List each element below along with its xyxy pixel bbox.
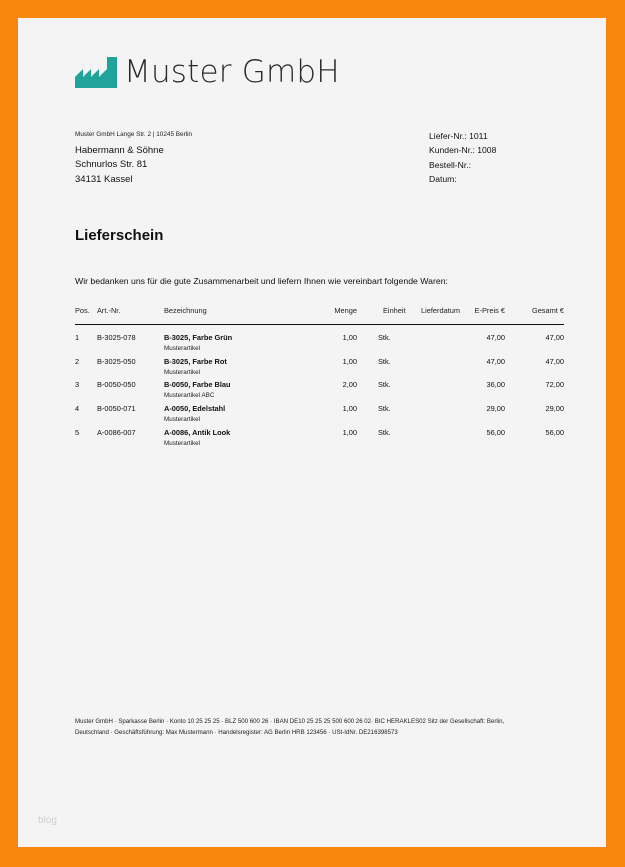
row-menge: 1,00 <box>342 427 357 437</box>
row-gesamt: 56,00 <box>545 427 564 437</box>
row-menge: 1,00 <box>342 404 357 414</box>
row-pos: 3 <box>75 380 80 390</box>
row-name: B-3025, Farbe Grün <box>164 333 233 342</box>
header-pos: Pos. <box>75 306 90 315</box>
table-row <box>75 349 564 376</box>
factory-icon <box>75 55 117 88</box>
row-art-nr: B-0050-071 <box>97 404 136 414</box>
recipient-address <box>75 144 164 187</box>
date: Datum: <box>429 173 457 184</box>
row-menge: 1,00 <box>342 333 357 342</box>
row-epreis: 36,00 <box>486 380 505 390</box>
row-pos: 2 <box>75 356 80 366</box>
footer-line-1: Muster GmbH · Sparkasse Berlin · Konto 10 25 25 25 · BLZ 500 600 26 · IBAN DE10 25 25 25 500 600 26 02· BIC HERAKLES02 Sitz der Gesellschaft: Berlin, <box>75 718 505 725</box>
sender-line: Muster GmbH Lange Str. 2 | 10245 Berlin <box>75 131 193 138</box>
row-epreis: 47,00 <box>486 356 505 366</box>
header-gesamt: Gesamt € <box>531 306 564 315</box>
row-desc: Musterartikel <box>164 368 201 376</box>
row-epreis: 29,00 <box>486 404 505 414</box>
row-name: A-0050, Edelstahl <box>164 404 226 414</box>
header-einheit: Einheit <box>383 306 406 315</box>
company-name: Muster GmbH <box>124 54 340 90</box>
header-menge: Menge <box>334 306 357 315</box>
header-epreis: E-Preis € <box>474 306 505 315</box>
row-gesamt: 47,00 <box>545 356 564 366</box>
row-art-nr: B-3025-050 <box>97 356 136 366</box>
delivery-number: Liefer-Nr.: 1011 <box>429 131 488 141</box>
row-einheit: Stk. <box>378 427 391 437</box>
intro-text: Wir bedanken uns für die gute Zusammenarbeit und liefern Ihnen wie vereinbart folgende Waren: <box>75 276 448 286</box>
document-title: Lieferschein <box>75 227 164 244</box>
row-art-nr: B-0050-050 <box>97 380 136 390</box>
footer-bank-details <box>75 716 555 738</box>
row-gesamt: 29,00 <box>545 404 564 414</box>
table-row <box>75 396 564 424</box>
recipient-street: Schnurlos Str. 81 <box>75 159 148 171</box>
row-desc: Musterartikel <box>164 345 201 352</box>
order-number: Bestell-Nr.: <box>429 159 472 170</box>
row-desc: Musterartikel <box>164 416 201 424</box>
row-desc: Musterartikel <box>164 439 201 447</box>
row-pos: 4 <box>75 404 80 414</box>
row-gesamt: 47,00 <box>545 333 564 342</box>
items-table <box>75 304 564 447</box>
footer-line-2: Deutschland · Geschäftsführung: Max Mustermann · Handelsregister: AG Berlin HRB 123456 · USt-IdNr. DE216398573 <box>75 729 398 736</box>
row-einheit: Stk. <box>378 333 391 342</box>
table-row <box>75 325 564 352</box>
row-menge: 2,00 <box>342 380 357 390</box>
header-lieferdatum: Lieferdatum <box>421 306 461 315</box>
recipient-name: Habermann & Söhne <box>75 145 164 156</box>
row-epreis: 56,00 <box>486 427 505 437</box>
watermark: blog <box>38 815 57 826</box>
company-logo <box>75 54 340 88</box>
row-pos: 1 <box>75 333 80 342</box>
row-art-nr: A-0086-007 <box>97 427 136 437</box>
table-header <box>75 304 564 325</box>
row-einheit: Stk. <box>378 356 391 366</box>
recipient-city: 34131 Kassel <box>75 173 133 185</box>
row-pos: 5 <box>75 427 80 437</box>
row-art-nr: B-3025-078 <box>97 333 136 342</box>
header-bezeichnung: Bezeichnung <box>164 306 207 315</box>
row-name: A-0086, Antik Look <box>164 427 231 437</box>
document-page <box>18 18 606 847</box>
row-einheit: Stk. <box>378 380 391 390</box>
table-row <box>75 420 564 447</box>
document-meta <box>429 129 496 186</box>
row-epreis: 47,00 <box>486 333 505 342</box>
row-einheit: Stk. <box>378 404 391 414</box>
row-menge: 1,00 <box>342 356 357 366</box>
row-name: B-3025, Farbe Rot <box>164 356 227 366</box>
row-name: B-0050, Farbe Blau <box>164 380 231 390</box>
customer-number: Kunden-Nr.: 1008 <box>429 145 497 156</box>
table-row <box>75 372 564 400</box>
row-desc: Musterartikel ABC <box>164 392 215 400</box>
header-art-nr: Art.-Nr. <box>97 306 121 315</box>
row-gesamt: 72,00 <box>545 380 564 390</box>
